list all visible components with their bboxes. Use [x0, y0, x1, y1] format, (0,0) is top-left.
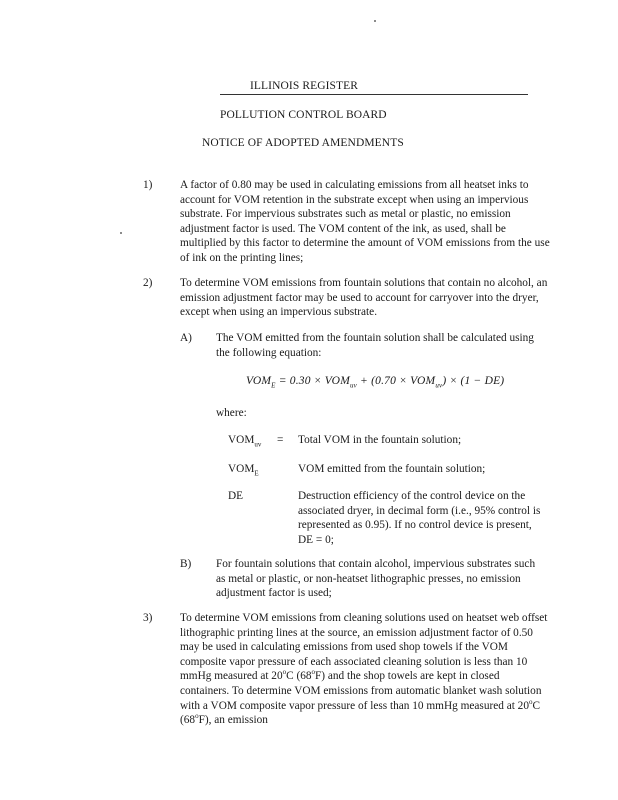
notice-title: NOTICE OF ADOPTED AMENDMENTS [202, 137, 404, 149]
definition-equals: = [277, 434, 284, 446]
board-title: POLLUTION CONTROL BOARD [220, 109, 387, 121]
item-number: 3) [143, 612, 153, 624]
definition-text: Destruction efficiency of the control device on the associated dryer, in decimal form (i.e., 95% control is represented as 0.95). If no control device is present, DE = 0; [298, 490, 541, 546]
scan-speck [120, 232, 122, 234]
subitem-label: B) [180, 558, 192, 570]
item-number: 2) [143, 277, 153, 289]
definition-term: DE [228, 490, 244, 502]
register-title: ILLINOIS REGISTER [250, 80, 359, 92]
scan-speck [374, 20, 376, 22]
item-number: 1) [143, 179, 153, 191]
item-text: To determine VOM emissions from fountain solutions that contain no alcohol, an emission adjustment factor may be used to account for carryover into the dryer, except when using an impervious substrate. [180, 277, 548, 319]
item-text: To determine VOM emissions from cleaning solutions used on heatset web offset lithographic printing lines at the source, an emission adjustment factor of 0.50 may be used in calculating emissions from used shop towels if the VOM composite vapor pressure of each associated cleaning solution is less than 10 mmHg measured at 20$^o$C (68$^o$F) and the shop towels are kept in closed containers. To determine VOM emissions from automatic blanket wash solution with a VOM composite vapor pressure of less than 10 mmHg measured at 20$^o$C (68$^o$F), an emission [180, 612, 548, 727]
definition-text: VOM emitted from the fountain solution; [298, 463, 486, 475]
definition-term: $VOM_{uv}$ [228, 434, 262, 449]
subitem-text: For fountain solutions that contain alcohol, impervious substrates such as metal or plastic, or non-heatset lithographic presses, no emission adjustment factor is used; [216, 558, 536, 600]
subitem-label: A) [180, 332, 192, 344]
where-label: where: [216, 407, 247, 419]
subitem-text: The VOM emitted from the fountain solution shall be calculated using the following equation: [216, 332, 534, 359]
definition-text: Total VOM in the fountain solution; [298, 434, 462, 446]
definition-term: $VOM_E$ [228, 463, 259, 478]
equation: $VOM_E = 0.30 \times VOM_{uv} + (0.70 \times VOM_{uv}) \times (1 - DE)$ [246, 375, 505, 390]
item-text: A factor of 0.80 may be used in calculating emissions from all heatset inks to account for VOM retention in the substrate except when using an impervious substrate. For impervious substrates such as metal or plastic, no emission adjustment factor is used. The VOM content of the ink, as used, shall be multiplied by this factor to determine the amount of VOM emissions from the use of ink on the printing lines; [180, 179, 550, 264]
register-header-rule [220, 79, 528, 95]
